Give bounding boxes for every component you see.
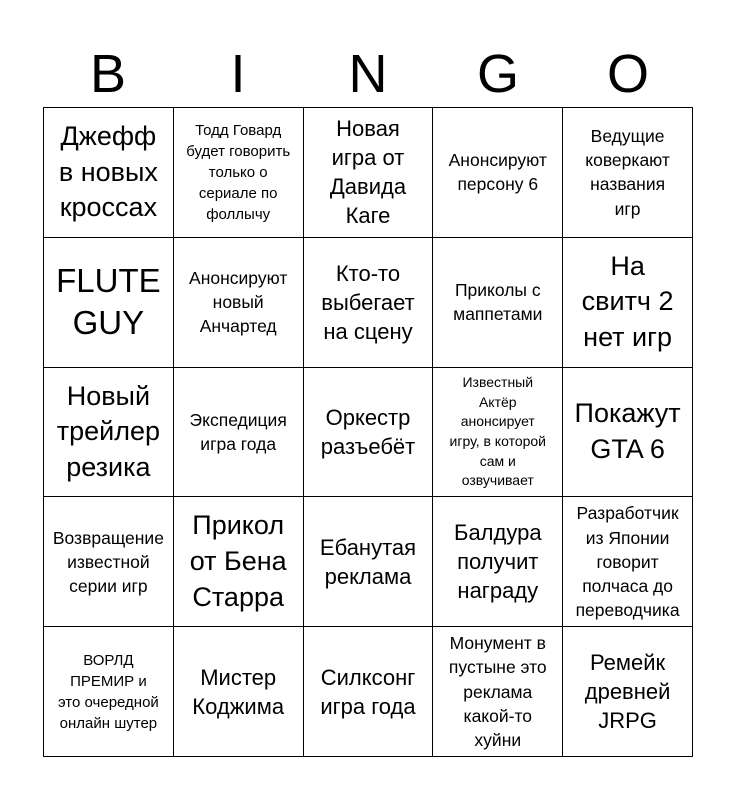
cell-text: Ебанутая реклама [319,534,417,589]
cell-text: Приколы с маппетами [453,280,543,325]
bingo-cell[interactable] [44,627,174,757]
cell-text: Кто-то выбегает на сцену [321,260,415,344]
header-letter-b: B [89,44,127,104]
cell-text: Ведущие коверкают названия игр [585,126,670,219]
cell-text: Анонсируют новый Анчартед [189,267,288,337]
bingo-cell[interactable] [433,627,563,757]
bingo-cell[interactable] [433,497,563,627]
cell-text: Тодд Говард будет говорить только о сериале по фоллычу [186,121,291,223]
bingo-cell[interactable] [304,238,434,368]
cell-text: Экспедиция игра года [189,409,287,454]
cell-text: Джефф в новых кроссах [58,120,158,223]
header-letter-n: N [348,44,388,104]
bingo-cell[interactable] [44,368,174,498]
cell-text: Ремейк древней JRPG [584,650,671,734]
bingo-cell[interactable] [433,368,563,498]
bingo-cell[interactable] [433,238,563,368]
cell-text: Балдура получит награду [454,520,542,604]
cell-text: Возвращение известной серии игр [52,527,164,596]
bingo-grid [43,107,693,757]
bingo-cell[interactable] [563,368,693,498]
cell-text: Силксонг игра года [320,664,416,719]
header-letter-o: O [606,44,649,104]
cell-text: Разработчик из Японии говорит полчаса до переводчика [575,503,680,620]
cell-text: Новая игра от Давида Каге [329,116,407,229]
bingo-cell[interactable] [563,627,693,757]
header-letter-g: G [476,44,519,104]
bingo-cell[interactable] [174,627,304,757]
cell-text: Анонсируют персону 6 [448,150,547,195]
cell-text: ВОРЛД ПРЕМИР и это очередной онлайн шутер [57,651,159,732]
header-letter-i: I [230,44,246,104]
cell-text: Покажут GTA 6 [574,398,681,464]
bingo-cell[interactable] [44,238,174,368]
cell-text: Монумент в пустыне это реклама какой-то хуйни [448,633,547,750]
bingo-cell[interactable] [563,108,693,238]
cell-text: Мистер Коджима [192,664,285,719]
bingo-cell[interactable] [174,497,304,627]
cell-text: Новый трейлер резика [56,380,161,482]
bingo-cell[interactable] [433,108,563,238]
bingo-cell[interactable] [174,108,304,238]
bingo-cell[interactable] [174,238,304,368]
bingo-cell[interactable] [304,108,434,238]
bingo-header [43,40,693,108]
cell-text: FLUTE GUY [56,261,161,342]
cell-text: Прикол от Бена Старра [189,510,287,612]
bingo-cell[interactable] [563,497,693,627]
bingo-cell[interactable] [44,108,174,238]
bingo-cell[interactable] [44,497,174,627]
cell-text: На свитч 2 нет игр [581,250,674,352]
cell-text: Известный Актёр анонсирует игру, в которой сам и озвучивает [449,374,547,489]
cell-text: Оркестр разъебёт [320,404,416,459]
bingo-cell[interactable] [304,627,434,757]
bingo-cell[interactable] [304,368,434,498]
bingo-cell[interactable] [563,238,693,368]
bingo-cell[interactable] [174,368,304,498]
bingo-cell[interactable] [304,497,434,627]
